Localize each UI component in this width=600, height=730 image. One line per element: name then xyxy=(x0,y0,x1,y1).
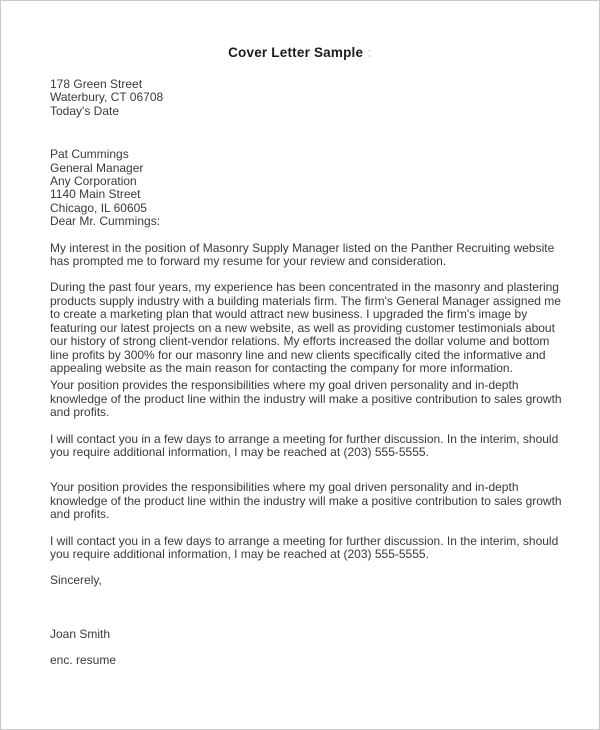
sender-address-line: Waterbury, CT 06708 xyxy=(50,90,164,105)
letter-body xyxy=(1,78,599,668)
recipient-name: Pat Cummings xyxy=(50,147,129,162)
recipient-street: 1140 Main Street xyxy=(50,187,141,202)
body-paragraph: Your position provides the responsibilities where my goal driven personality and in-depth knowledge of the product line within the industry will make a positive contribution to sales growth and profits. xyxy=(50,480,562,522)
enclosure-note: enc. resume xyxy=(50,653,117,668)
recipient-company: Any Corporation xyxy=(50,174,137,189)
signature-name: Joan Smith xyxy=(50,626,111,641)
body-paragraph: I will contact you in a few days to arrange a meeting for further discussion. In the interim, should you require additional information, I may be reached at (203) 555-5555. xyxy=(50,431,559,459)
page-title xyxy=(1,45,599,61)
body-paragraph: Your position provides the responsibilities where my goal driven personality and in-depth knowledge of the product line within the industry will make a positive contribution to sales growth and profits. xyxy=(50,378,562,420)
body-paragraph: I will contact you in a few days to arrange a meeting for further discussion. In the interim, should you require additional information, I may be reached at (203) 555-5555. xyxy=(50,533,559,561)
recipient-city: Chicago, IL 60605 xyxy=(50,200,147,215)
title-faint-mark: : xyxy=(367,45,372,60)
sender-address-line: 178 Green Street xyxy=(50,77,143,91)
body-paragraph: During the past four years, my experience has been concentrated in the masonry and plastering products supply industry with a building materials firm. The firm's General Manager assigned me to create a marketing plan that would attract new business. I upgraded the firm's image by featuring our latest projects on a new website, as well as providing customer testimonials about our history of strong client-vendor relations. My efforts increased the dollar volume and bottom line profits by 300% for our masonry line and new clients specifically cited the informative and appealing website as the main reason for contacting the company for more information. xyxy=(50,280,561,375)
recipient-address-block xyxy=(50,148,563,215)
page-title-text: Cover Letter Sample xyxy=(228,45,364,60)
recipient-title: General Manager xyxy=(50,160,144,175)
sender-date-line: Today's Date xyxy=(50,103,119,118)
body-paragraph: My interest in the position of Masonry Supply Manager listed on the Panther Recruiting website has prompted me to forward my resume for your review and consideration. xyxy=(50,240,555,269)
closing: Sincerely, xyxy=(50,573,102,588)
salutation: Dear Mr. Cummings: xyxy=(50,214,161,229)
sender-address-block xyxy=(50,78,563,118)
